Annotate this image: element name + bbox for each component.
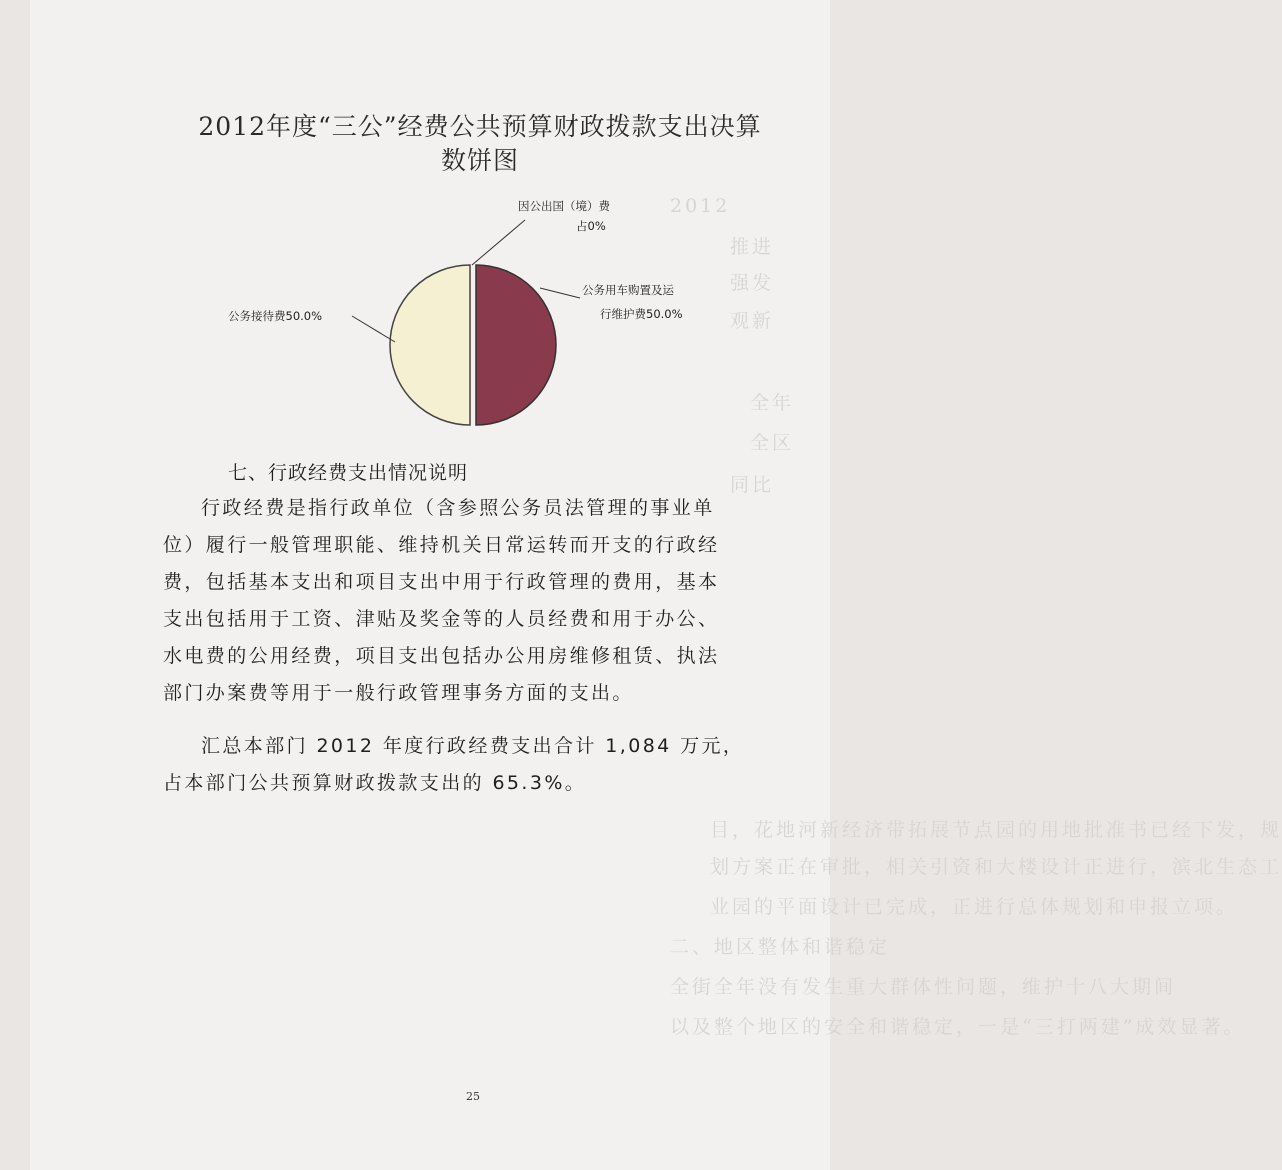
paragraph-1-line: 支出包括用于工资、津贴及奖金等的人员经费和用于办公、	[163, 608, 720, 630]
label-reception: 公务接待费50.0%	[228, 309, 323, 323]
paragraph-1	[163, 490, 719, 712]
leader-line-reception	[352, 316, 395, 342]
paragraph-1-line: 行政经费是指行政单位（含参照公务员法管理的事业单	[201, 497, 715, 519]
leader-line-car	[540, 288, 580, 298]
leader-line-abroad	[472, 220, 525, 265]
paragraph-1-line: 位）履行一般管理职能、维持机关日常运转而开支的行政经	[163, 534, 720, 556]
paragraph-2-line: 汇总本部门 2012 年度行政经费支出合计 1,084 万元，	[201, 735, 745, 757]
chart-title	[190, 110, 770, 178]
page-number: 25	[466, 1090, 480, 1103]
pie-slice-reception	[390, 265, 470, 425]
paragraph-2	[163, 728, 744, 802]
label-abroad-line2: 占0%	[576, 219, 606, 233]
section-heading: 七、行政经费支出情况说明	[228, 462, 469, 484]
chart-title-line1: 2012年度“三公”经费公共预算财政拨款支出决算	[198, 112, 762, 141]
label-car-line2: 行维护费50.0%	[600, 307, 683, 321]
paragraph-1-line: 水电费的公用经费，项目支出包括办公用房维修租赁、执法	[163, 645, 720, 667]
label-car-line1: 公务用车购置及运	[582, 283, 674, 297]
document-page: 2012 推进 强发 观新 全年 全区 同比 目，花地河新经济带拓展节点园的用地批准书已经下发，规 划方案正在审批，相关引资和大楼设计正进行，滨北生态工 业园的平面设计已完成，正进行总体规划和申报立项。 二、地区整体和谐稳定 全街全年没有发生重大群体性问题，维护十八大期间 以及整个地区的安全和谐稳定，一是“三打两建”成效显著。 2012年度“三公”经费公共预算财政拨款支出决算 数饼图 因公出国（境）费 占0% 公务用车购置及运 行维护费50.0% 公务接待费50.0% 七、行政经费支出情况说明 行政经费是指行政单位（含参照公务员法管理的事业单 位）履行一般管理职能、维持机关日常运转而开支的行政经 费，包括基本支出和项目支出中用于行政管理的费用，基本 支出包括用于工资、津贴及奖金等的人员经费和用于办公、 水电费的公用经费，项目支出包括办公用房维修租赁、执法 部门办案费等用于一般行政管理事务方面的支出。 汇总本部门 2012 年度行政经费支出合计 1,084 万元， 占本部门公共预算财政拨款支出的 65.3%。 25	[30, 0, 830, 1170]
paragraph-2-line: 占本部门公共预算财政拨款支出的 65.3%。	[163, 772, 587, 794]
paragraph-1-line: 费，包括基本支出和项目支出中用于行政管理的费用，基本	[163, 571, 720, 593]
paragraph-1-line: 部门办案费等用于一般行政管理事务方面的支出。	[163, 682, 634, 704]
pie-chart	[220, 190, 740, 460]
chart-title-line2: 数饼图	[440, 146, 519, 175]
label-abroad-line1: 因公出国（境）费	[518, 199, 610, 213]
